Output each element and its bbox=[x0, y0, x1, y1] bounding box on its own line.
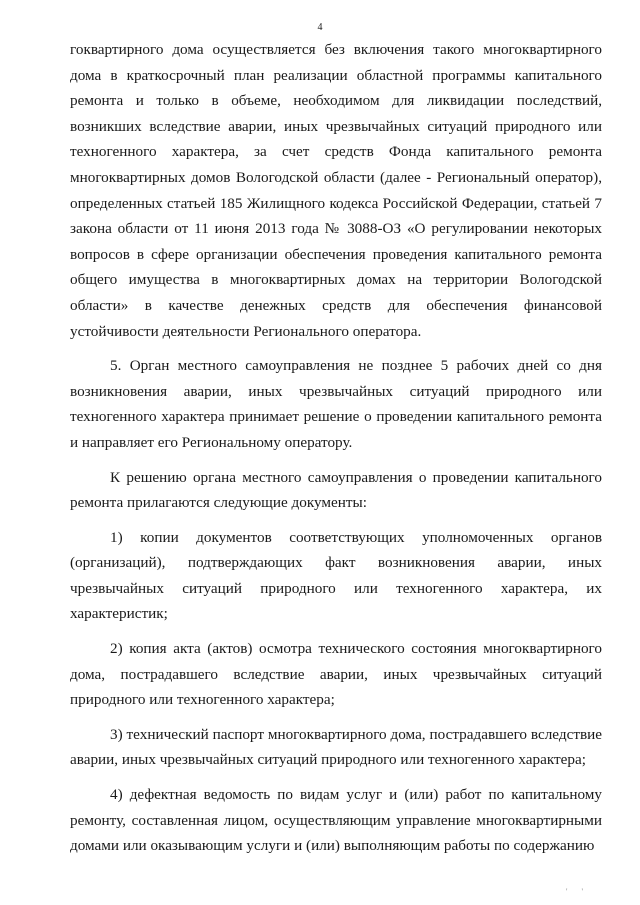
paragraph-documents-intro: К решению органа местного самоуправления о проведении капитального ремонта прилагаются следующие документы: bbox=[70, 468, 602, 512]
paragraph-continuation: гоквартирного дома осуществляется без включения такого многоквартирного дома в краткосрочный план реализации областной программы капитального ремонта и только в объеме, необходимом для ликвидации последствий, возникших вследствие аварии, иных чрезвычайных ситуаций природного или техногенного характера, за счет средств Фонда капитального ремонта многоквартирных домов Вологодской области (далее - Региональный оператор), определенных статьей 185 Жилищного кодекса Российской Федерации, статьей 7 закона области от 11 июня 2013 года № 3088-ОЗ «О регулировании некоторых вопросов в сфере организации обеспечения проведения капитального ремонта общего имущества в многоквартирных домах на территории Вологодской области» в качестве денежных средств для обеспечения финансовой устойчивости деятельности Регионального оператора. bbox=[70, 41, 602, 340]
list-item-3: 3) технический паспорт многоквартирного дома, пострадавшего вследствие аварии, иных чрезвычайных ситуаций природного или техногенного характера; bbox=[70, 725, 602, 769]
document-body bbox=[70, 37, 602, 859]
page-number: 4 bbox=[317, 22, 323, 33]
paragraph-item-5: 5. Орган местного самоуправления не позднее 5 рабочих дней со дня возникновения аварии, иных чрезвычайных ситуаций природного или техногенного характера принимает решение о проведении капитального ремонта и направляет его Региональному оператору. bbox=[70, 357, 602, 451]
list-item-4: 4) дефектная ведомость по видам услуг и (или) работ по капитальному ремонту, составленная лицом, осуществляющим управление многоквартирными домами или оказывающим услуги и (или) выполняющим работы по содержанию bbox=[70, 786, 602, 855]
list-item-2: 2) копия акта (актов) осмотра технического состояния многоквартирного дома, пострадавшего вследствие аварии, иных чрезвычайных ситуаций природного или техногенного характера; bbox=[70, 640, 602, 709]
list-item-1: 1) копии документов соответствующих уполномоченных органов (организаций), подтверждающих факт возникновения аварии, иных чрезвычайных ситуаций природного или техногенного характера, их характеристик; bbox=[70, 528, 602, 623]
scan-artifact: ' ' bbox=[566, 887, 589, 896]
